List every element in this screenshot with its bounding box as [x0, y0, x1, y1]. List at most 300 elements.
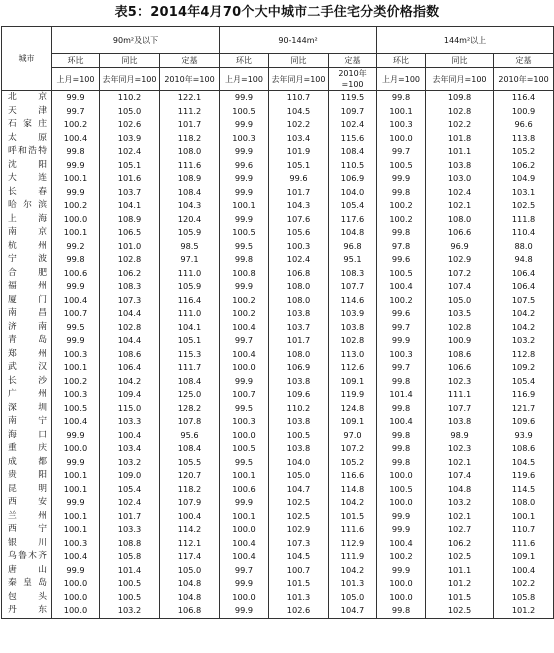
index-value-cell: 101.1: [426, 564, 494, 578]
table-row: [2, 510, 554, 524]
index-value-cell: 102.4: [329, 118, 377, 132]
index-value-cell: 101.1: [426, 145, 494, 159]
index-value-cell: 100.5: [269, 429, 329, 443]
index-value-cell: 99.8: [377, 442, 426, 456]
index-value-cell: 100.6: [220, 483, 269, 497]
city-name-cell: 杭 州: [2, 240, 52, 254]
table-row: [2, 267, 554, 281]
index-value-cell: 100.4: [52, 294, 100, 308]
index-value-cell: 100.5: [52, 402, 100, 416]
index-type-header: 环比: [220, 54, 269, 68]
index-value-cell: 105.0: [100, 105, 160, 119]
index-value-cell: 113.8: [494, 132, 554, 146]
table-title: 表5：2014年4月70个大中城市二手住宅分类价格指数: [114, 5, 440, 20]
index-value-cell: 115.0: [100, 402, 160, 416]
index-base-header: 去年同月=100: [426, 68, 494, 91]
index-value-cell: 94.8: [494, 253, 554, 267]
index-value-cell: 102.1: [426, 199, 494, 213]
city-name-cell: 乌鲁木齐: [2, 550, 52, 564]
index-value-cell: 108.6: [100, 348, 160, 362]
index-base-header: 上月=100: [220, 68, 269, 91]
index-value-cell: 106.8: [160, 604, 220, 618]
index-value-cell: 102.5: [269, 510, 329, 524]
table-row: [2, 307, 554, 321]
city-name-cell: 上 海: [2, 213, 52, 227]
index-value-cell: 100.7: [220, 388, 269, 402]
index-value-cell: 100.2: [377, 294, 426, 308]
index-value-cell: 100.4: [100, 429, 160, 443]
index-type-header: 定基: [329, 54, 377, 68]
index-value-cell: 110.7: [494, 523, 554, 537]
index-value-cell: 103.9: [100, 132, 160, 146]
index-value-cell: 103.8: [426, 415, 494, 429]
index-value-cell: 100.3: [52, 348, 100, 362]
table-row: [2, 321, 554, 335]
index-value-cell: 100.2: [377, 550, 426, 564]
index-value-cell: 104.8: [426, 483, 494, 497]
index-value-cell: 101.5: [426, 591, 494, 605]
index-value-cell: 103.1: [494, 186, 554, 200]
index-value-cell: 99.5: [220, 402, 269, 416]
index-type-header: 定基: [494, 54, 554, 68]
index-value-cell: 104.5: [269, 105, 329, 119]
city-name-cell: 济 南: [2, 321, 52, 335]
index-type-header: 同比: [269, 54, 329, 68]
index-value-cell: 100.3: [52, 537, 100, 551]
index-value-cell: 108.9: [100, 213, 160, 227]
index-value-cell: 105.9: [160, 280, 220, 294]
table-row: [2, 402, 554, 416]
index-value-cell: 109.1: [494, 550, 554, 564]
table-row: [2, 442, 554, 456]
index-value-cell: 99.9: [220, 375, 269, 389]
index-value-cell: 101.4: [377, 388, 426, 402]
index-value-cell: 104.9: [494, 172, 554, 186]
index-value-cell: 104.2: [494, 321, 554, 335]
index-value-cell: 107.5: [494, 294, 554, 308]
index-value-cell: 100.1: [220, 469, 269, 483]
index-value-cell: 108.4: [160, 375, 220, 389]
index-value-cell: 99.8: [377, 604, 426, 618]
index-value-cell: 102.2: [269, 118, 329, 132]
index-value-cell: 120.7: [160, 469, 220, 483]
index-value-cell: 99.8: [377, 429, 426, 443]
index-value-cell: 100.0: [220, 361, 269, 375]
index-value-cell: 100.0: [52, 442, 100, 456]
index-value-cell: 107.6: [269, 213, 329, 227]
index-value-cell: 105.0: [426, 294, 494, 308]
city-name-cell: 长 沙: [2, 375, 52, 389]
table-row: [2, 226, 554, 240]
index-value-cell: 104.5: [269, 550, 329, 564]
index-value-cell: 108.6: [494, 442, 554, 456]
index-value-cell: 100.3: [269, 240, 329, 254]
index-value-cell: 105.1: [100, 159, 160, 173]
index-value-cell: 116.6: [329, 469, 377, 483]
index-value-cell: 111.9: [329, 550, 377, 564]
index-value-cell: 100.1: [52, 523, 100, 537]
index-value-cell: 105.9: [160, 226, 220, 240]
index-value-cell: 108.0: [426, 213, 494, 227]
index-value-cell: 107.4: [426, 280, 494, 294]
index-value-cell: 105.4: [494, 375, 554, 389]
index-value-cell: 104.0: [269, 456, 329, 470]
table-row: [2, 240, 554, 254]
index-value-cell: 99.7: [377, 361, 426, 375]
city-name-cell: 沈 阳: [2, 159, 52, 173]
index-value-cell: 104.1: [100, 199, 160, 213]
index-value-cell: 104.2: [329, 564, 377, 578]
index-value-cell: 102.6: [100, 118, 160, 132]
index-value-cell: 102.4: [100, 145, 160, 159]
index-value-cell: 100.4: [160, 510, 220, 524]
index-value-cell: 100.0: [377, 469, 426, 483]
index-value-cell: 103.2: [100, 456, 160, 470]
index-value-cell: 100.4: [377, 280, 426, 294]
index-value-cell: 100.0: [220, 523, 269, 537]
table-row: [2, 253, 554, 267]
city-name-cell: 呼和浩特: [2, 145, 52, 159]
index-value-cell: 101.3: [329, 577, 377, 591]
city-name-cell: 郑 州: [2, 348, 52, 362]
index-value-cell: 102.8: [100, 253, 160, 267]
index-value-cell: 109.2: [494, 361, 554, 375]
index-value-cell: 103.8: [329, 321, 377, 335]
index-value-cell: 99.9: [220, 172, 269, 186]
index-value-cell: 105.6: [269, 226, 329, 240]
table-row: [2, 105, 554, 119]
table-row: [2, 159, 554, 173]
index-value-cell: 102.6: [269, 604, 329, 618]
index-value-cell: 99.2: [52, 240, 100, 254]
index-value-cell: 103.8: [426, 159, 494, 173]
index-value-cell: 100.0: [52, 213, 100, 227]
index-value-cell: 107.2: [329, 442, 377, 456]
table-row: [2, 388, 554, 402]
index-value-cell: 102.4: [269, 253, 329, 267]
index-value-cell: 99.7: [377, 321, 426, 335]
index-value-cell: 100.2: [377, 199, 426, 213]
city-name-cell: 南 京: [2, 226, 52, 240]
group-header-large: 144m²以上: [377, 27, 554, 54]
index-value-cell: 102.8: [329, 334, 377, 348]
index-value-cell: 99.7: [220, 334, 269, 348]
index-value-cell: 122.1: [160, 91, 220, 105]
table-row: [2, 361, 554, 375]
index-value-cell: 100.1: [52, 510, 100, 524]
city-column-header: 城市: [2, 27, 52, 91]
city-name-cell: 成 都: [2, 456, 52, 470]
index-value-cell: 116.4: [160, 294, 220, 308]
index-value-cell: 119.6: [494, 469, 554, 483]
index-value-cell: 101.0: [100, 240, 160, 254]
index-base-header: 上月=100: [52, 68, 100, 91]
index-value-cell: 106.4: [494, 280, 554, 294]
index-value-cell: 100.1: [52, 226, 100, 240]
table-row: [2, 348, 554, 362]
city-name-cell: 贵 阳: [2, 469, 52, 483]
index-value-cell: 100.1: [494, 510, 554, 524]
group-header-medium: 90-144m²: [220, 27, 377, 54]
city-name-cell: 南 宁: [2, 415, 52, 429]
index-value-cell: 106.2: [426, 537, 494, 551]
index-value-cell: 105.1: [160, 334, 220, 348]
index-value-cell: 108.0: [269, 294, 329, 308]
city-name-cell: 包 头: [2, 591, 52, 605]
index-value-cell: 111.7: [160, 361, 220, 375]
index-value-cell: 100.9: [426, 334, 494, 348]
index-value-cell: 103.4: [100, 442, 160, 456]
index-value-cell: 100.5: [100, 577, 160, 591]
index-value-cell: 99.9: [377, 172, 426, 186]
index-value-cell: 102.5: [494, 199, 554, 213]
index-value-cell: 99.8: [220, 253, 269, 267]
index-value-cell: 100.5: [377, 159, 426, 173]
group-header-small: 90m²及以下: [52, 27, 220, 54]
index-value-cell: 104.8: [329, 226, 377, 240]
table-row: [2, 172, 554, 186]
index-value-cell: 111.6: [329, 523, 377, 537]
index-value-cell: 98.9: [426, 429, 494, 443]
city-name-cell: 合 肥: [2, 267, 52, 281]
index-value-cell: 103.7: [100, 186, 160, 200]
index-value-cell: 119.5: [329, 91, 377, 105]
index-value-cell: 108.6: [426, 348, 494, 362]
table-row: [2, 523, 554, 537]
index-value-cell: 106.4: [494, 267, 554, 281]
table-row: [2, 415, 554, 429]
table-row: [2, 469, 554, 483]
index-value-cell: 102.3: [426, 375, 494, 389]
index-value-cell: 107.7: [426, 402, 494, 416]
price-index-table: [1, 26, 554, 619]
index-value-cell: 100.5: [377, 483, 426, 497]
index-value-cell: 105.2: [329, 456, 377, 470]
city-name-cell: 太 原: [2, 132, 52, 146]
index-value-cell: 121.7: [494, 402, 554, 416]
index-value-cell: 104.2: [329, 496, 377, 510]
index-value-cell: 100.4: [52, 415, 100, 429]
index-value-cell: 110.7: [269, 91, 329, 105]
index-value-cell: 98.5: [160, 240, 220, 254]
table-row: [2, 186, 554, 200]
index-value-cell: 102.9: [269, 523, 329, 537]
table-row: [2, 199, 554, 213]
index-value-cell: 102.4: [426, 186, 494, 200]
index-value-cell: 100.1: [377, 105, 426, 119]
index-value-cell: 114.8: [329, 483, 377, 497]
index-value-cell: 111.8: [494, 213, 554, 227]
index-value-cell: 117.4: [160, 550, 220, 564]
index-value-cell: 108.0: [269, 348, 329, 362]
index-value-cell: 108.3: [100, 280, 160, 294]
index-value-cell: 99.9: [220, 145, 269, 159]
index-value-cell: 102.3: [426, 442, 494, 456]
index-value-cell: 100.1: [52, 172, 100, 186]
city-name-cell: 福 州: [2, 280, 52, 294]
index-value-cell: 103.2: [426, 496, 494, 510]
index-value-cell: 101.7: [269, 334, 329, 348]
index-value-cell: 104.3: [160, 199, 220, 213]
index-value-cell: 100.0: [377, 132, 426, 146]
city-name-cell: 石家庄: [2, 118, 52, 132]
index-value-cell: 99.9: [220, 91, 269, 105]
index-value-cell: 100.8: [220, 267, 269, 281]
index-value-cell: 108.8: [100, 537, 160, 551]
city-name-cell: 唐 山: [2, 564, 52, 578]
index-value-cell: 99.9: [52, 564, 100, 578]
table-row: [2, 213, 554, 227]
index-value-cell: 99.9: [377, 523, 426, 537]
index-value-cell: 111.2: [160, 105, 220, 119]
city-name-cell: 武 汉: [2, 361, 52, 375]
city-name-cell: 北 京: [2, 91, 52, 105]
index-value-cell: 111.6: [494, 537, 554, 551]
city-name-cell: 青 岛: [2, 334, 52, 348]
index-value-cell: 100.5: [220, 226, 269, 240]
index-value-cell: 100.4: [52, 550, 100, 564]
index-value-cell: 100.5: [377, 267, 426, 281]
index-value-cell: 107.4: [426, 469, 494, 483]
index-value-cell: 101.4: [100, 564, 160, 578]
index-value-cell: 108.0: [269, 280, 329, 294]
index-value-cell: 104.5: [494, 456, 554, 470]
city-name-cell: 哈尔滨: [2, 199, 52, 213]
index-value-cell: 100.0: [220, 591, 269, 605]
index-value-cell: 112.1: [160, 537, 220, 551]
index-base-header: 上月=100: [377, 68, 426, 91]
index-value-cell: 100.4: [494, 564, 554, 578]
index-value-cell: 106.6: [426, 361, 494, 375]
index-value-cell: 118.2: [160, 483, 220, 497]
table-row: [2, 483, 554, 497]
index-value-cell: 102.8: [100, 321, 160, 335]
index-value-cell: 99.7: [52, 105, 100, 119]
index-value-cell: 107.2: [426, 267, 494, 281]
index-value-cell: 108.9: [160, 172, 220, 186]
index-value-cell: 119.9: [329, 388, 377, 402]
index-value-cell: 101.6: [100, 172, 160, 186]
index-value-cell: 100.4: [377, 537, 426, 551]
city-name-cell: 海 口: [2, 429, 52, 443]
table-row: [2, 496, 554, 510]
index-value-cell: 93.9: [494, 429, 554, 443]
index-value-cell: 100.2: [220, 307, 269, 321]
index-type-header: 环比: [377, 54, 426, 68]
index-value-cell: 100.0: [52, 604, 100, 618]
index-value-cell: 99.9: [220, 186, 269, 200]
index-value-cell: 102.7: [426, 523, 494, 537]
index-value-cell: 102.5: [426, 604, 494, 618]
index-value-cell: 105.2: [494, 145, 554, 159]
index-value-cell: 100.3: [377, 348, 426, 362]
index-value-cell: 105.0: [160, 564, 220, 578]
city-name-cell: 兰 州: [2, 510, 52, 524]
index-value-cell: 116.4: [494, 91, 554, 105]
index-value-cell: 104.3: [269, 199, 329, 213]
index-value-cell: 99.9: [52, 159, 100, 173]
index-value-cell: 102.1: [426, 456, 494, 470]
index-value-cell: 99.8: [52, 145, 100, 159]
index-value-cell: 99.9: [220, 118, 269, 132]
index-value-cell: 99.9: [220, 577, 269, 591]
table-row: [2, 429, 554, 443]
index-value-cell: 101.2: [494, 604, 554, 618]
index-value-cell: 102.8: [426, 105, 494, 119]
index-value-cell: 109.1: [329, 375, 377, 389]
index-value-cell: 99.6: [377, 253, 426, 267]
index-value-cell: 99.5: [220, 456, 269, 470]
index-value-cell: 100.5: [220, 442, 269, 456]
index-value-cell: 100.2: [52, 118, 100, 132]
index-value-cell: 100.3: [220, 132, 269, 146]
index-base-header: 去年同月=100: [269, 68, 329, 91]
index-base-header: 2010年=100: [329, 68, 377, 91]
index-value-cell: 100.4: [220, 348, 269, 362]
table-row: [2, 294, 554, 308]
index-value-cell: 107.3: [269, 537, 329, 551]
index-value-cell: 111.0: [160, 267, 220, 281]
index-value-cell: 107.9: [160, 496, 220, 510]
index-value-cell: 111.1: [426, 388, 494, 402]
index-value-cell: 103.9: [329, 307, 377, 321]
index-value-cell: 99.6: [269, 172, 329, 186]
index-value-cell: 103.7: [269, 321, 329, 335]
index-value-cell: 107.7: [329, 280, 377, 294]
index-value-cell: 102.4: [100, 496, 160, 510]
index-value-cell: 111.0: [160, 307, 220, 321]
index-value-cell: 128.2: [160, 402, 220, 416]
index-value-cell: 99.9: [52, 496, 100, 510]
index-value-cell: 99.8: [52, 253, 100, 267]
index-value-cell: 100.3: [220, 415, 269, 429]
index-value-cell: 110.2: [100, 91, 160, 105]
city-name-cell: 大 连: [2, 172, 52, 186]
table-row: [2, 591, 554, 605]
index-value-cell: 103.8: [269, 375, 329, 389]
index-value-cell: 99.9: [52, 334, 100, 348]
index-value-cell: 112.8: [494, 348, 554, 362]
index-value-cell: 116.9: [494, 388, 554, 402]
index-value-cell: 110.2: [269, 402, 329, 416]
index-value-cell: 101.7: [100, 510, 160, 524]
table-row: [2, 577, 554, 591]
table-row: [2, 132, 554, 146]
table-row: [2, 334, 554, 348]
index-value-cell: 100.4: [220, 550, 269, 564]
index-value-cell: 109.7: [329, 105, 377, 119]
index-value-cell: 99.9: [52, 280, 100, 294]
index-value-cell: 100.3: [52, 388, 100, 402]
city-name-cell: 银 川: [2, 537, 52, 551]
index-value-cell: 120.4: [160, 213, 220, 227]
index-value-cell: 96.6: [494, 118, 554, 132]
city-name-cell: 重 庆: [2, 442, 52, 456]
index-value-cell: 101.7: [269, 186, 329, 200]
city-name-cell: 宁 波: [2, 253, 52, 267]
index-value-cell: 99.9: [220, 280, 269, 294]
index-value-cell: 100.0: [52, 591, 100, 605]
city-name-cell: 深 圳: [2, 402, 52, 416]
index-value-cell: 104.2: [100, 375, 160, 389]
index-value-cell: 115.6: [329, 132, 377, 146]
index-value-cell: 99.8: [377, 186, 426, 200]
index-value-cell: 108.0: [160, 145, 220, 159]
index-value-cell: 104.7: [269, 483, 329, 497]
index-value-cell: 124.8: [329, 402, 377, 416]
index-value-cell: 105.4: [100, 483, 160, 497]
index-value-cell: 102.5: [426, 550, 494, 564]
